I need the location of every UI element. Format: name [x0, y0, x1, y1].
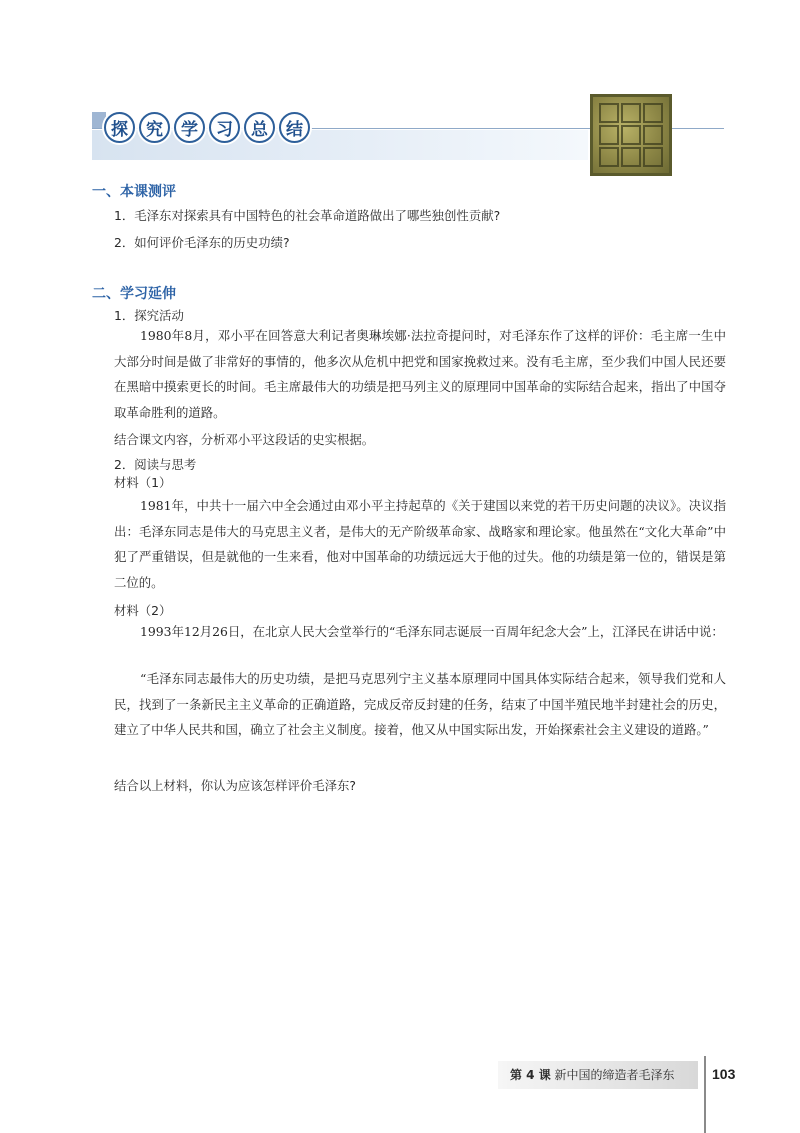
- title-char: 究: [139, 112, 170, 143]
- material-1-label: 材料（1）: [114, 475, 172, 490]
- title-char: 学: [174, 112, 205, 143]
- section-heading-extension: 二、学习延伸: [92, 286, 176, 302]
- final-task: 结合以上材料，你认为应该怎样评价毛泽东?: [114, 778, 356, 793]
- title-char: 探: [104, 112, 135, 143]
- activity-text: 1980年8月，邓小平在回答意大利记者奥琳埃娜·法拉奇提问时，对毛泽东作了这样的评价：毛主席一生中大部分时间是做了非常好的事情的，他多次从危机中把党和国家挽救过来。没有毛主席，至少我们中国人民还要在黑暗中摸索更长的时间。毛主席最伟大的功绩是把马列主义的原理同中国革命的实际结合起来，指出了中国夺取革命胜利的道路。: [114, 328, 726, 420]
- footer-lesson: [510, 1066, 675, 1083]
- title-char: 习: [209, 112, 240, 143]
- footer-divider: [704, 1056, 706, 1133]
- activity-task: 结合课文内容，分析邓小平这段话的史实根据。: [114, 432, 375, 447]
- title-char: 结: [279, 112, 310, 143]
- banner-title: [104, 112, 310, 143]
- question-2: 2．如何评价毛泽东的历史功绩?: [114, 235, 290, 250]
- material-1-text: 1981年，中共十一届六中全会通过由邓小平主持起草的《关于建国以来党的若干历史问题的决议》。决议指出：毛泽东同志是伟大的马克思主义者，是伟大的无产阶级革命家、战略家和理论家。他虽然在“文化大革命”中犯了严重错误，但是就他的一生来看，他对中国革命的功绩远远大于他的过失。他的功绩是第一位的，错误是第二位的。: [114, 498, 726, 590]
- activity-label: 1．探究活动: [114, 308, 184, 323]
- material-2-quote: “毛泽东同志最伟大的历史功绩，是把马克思列宁主义基本原理同中国具体实际结合起来，领导我们党和人民，找到了一条新民主主义革命的正确道路，完成反帝反封建的任务，结束了中国半殖民地半封建社会的历史，建立了中华人民共和国，确立了社会主义制度。接着，他又从中国实际出发，开始探索社会主义建设的道路。”: [114, 671, 726, 737]
- footer-lesson-number: 第 4 课: [510, 1068, 551, 1082]
- material-2-intro: 1993年12月26日，在北京人民大会堂举行的“毛泽东同志诞辰一百周年纪念大会”上，江泽民在讲话中说：: [140, 624, 724, 639]
- reading-label: 2．阅读与思考: [114, 457, 197, 472]
- question-1: 1．毛泽东对探索具有中国特色的社会革命道路做出了哪些独创性贡献?: [114, 208, 501, 223]
- section-heading-assessment: 一、本课测评: [92, 184, 176, 200]
- seal-stamp-icon: [590, 94, 672, 176]
- material-2-label: 材料（2）: [114, 603, 172, 618]
- page-number: 103: [712, 1066, 736, 1082]
- title-char: 总: [244, 112, 275, 143]
- footer-lesson-title: 新中国的缔造者毛泽东: [554, 1068, 675, 1082]
